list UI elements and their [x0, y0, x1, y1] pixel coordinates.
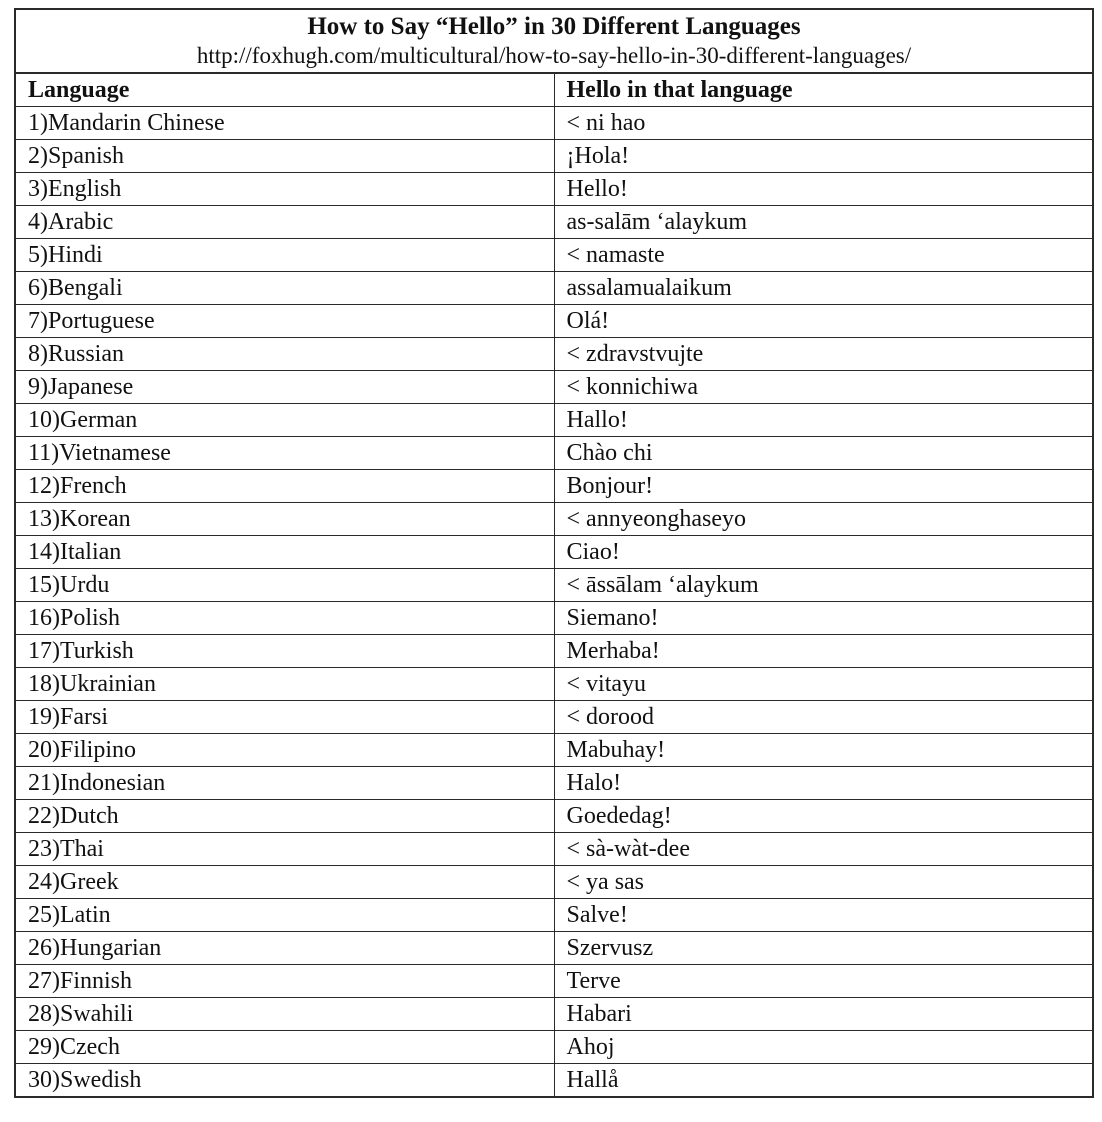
hello-cell: Salve! [554, 899, 1092, 932]
language-cell: 21)Indonesian [16, 767, 554, 800]
hello-cell: Mabuhay! [554, 734, 1092, 767]
language-cell: 28)Swahili [16, 998, 554, 1031]
table-row [16, 1064, 1092, 1097]
table-row [16, 437, 1092, 470]
hello-cell: Terve [554, 965, 1092, 998]
language-cell: 26)Hungarian [16, 932, 554, 965]
language-cell: 22)Dutch [16, 800, 554, 833]
table-row [16, 1031, 1092, 1064]
language-cell: 25)Latin [16, 899, 554, 932]
table-row [16, 899, 1092, 932]
language-cell: 3)English [16, 173, 554, 206]
language-cell: 18)Ukrainian [16, 668, 554, 701]
table-body [16, 107, 1092, 1097]
hello-cell: as-salām ‘alaykum [554, 206, 1092, 239]
table-row [16, 965, 1092, 998]
hello-cell: < zdravstvujte [554, 338, 1092, 371]
language-cell: 24)Greek [16, 866, 554, 899]
hello-cell: < ni hao [554, 107, 1092, 140]
language-cell: 17)Turkish [16, 635, 554, 668]
header-row [16, 74, 1092, 107]
table-row [16, 305, 1092, 338]
language-cell: 5)Hindi [16, 239, 554, 272]
language-cell: 13)Korean [16, 503, 554, 536]
table-row [16, 800, 1092, 833]
table-row [16, 272, 1092, 305]
hello-cell: < ya sas [554, 866, 1092, 899]
table-row [16, 932, 1092, 965]
table-row [16, 866, 1092, 899]
table-row [16, 602, 1092, 635]
language-cell: 2)Spanish [16, 140, 554, 173]
table-row [16, 239, 1092, 272]
table-header [16, 74, 1092, 107]
hello-cell: < vitayu [554, 668, 1092, 701]
hello-cell: < annyeonghaseyo [554, 503, 1092, 536]
hello-cell: < konnichiwa [554, 371, 1092, 404]
title-block [16, 10, 1092, 74]
language-cell: 16)Polish [16, 602, 554, 635]
table-row [16, 536, 1092, 569]
language-cell: 14)Italian [16, 536, 554, 569]
language-cell: 20)Filipino [16, 734, 554, 767]
hello-cell: Siemano! [554, 602, 1092, 635]
language-cell: 27)Finnish [16, 965, 554, 998]
language-cell: 19)Farsi [16, 701, 554, 734]
hello-cell: assalamualaikum [554, 272, 1092, 305]
hello-cell: Merhaba! [554, 635, 1092, 668]
hello-cell: < sà-wàt-dee [554, 833, 1092, 866]
document-sheet [14, 8, 1094, 1098]
language-cell: 10)German [16, 404, 554, 437]
hello-cell: < dorood [554, 701, 1092, 734]
hello-table [16, 74, 1092, 1096]
hello-cell: Ciao! [554, 536, 1092, 569]
table-row [16, 107, 1092, 140]
table-row [16, 404, 1092, 437]
language-cell: 29)Czech [16, 1031, 554, 1064]
language-cell: 9)Japanese [16, 371, 554, 404]
table-row [16, 635, 1092, 668]
language-cell: 6)Bengali [16, 272, 554, 305]
table-row [16, 767, 1092, 800]
table-row [16, 734, 1092, 767]
table-row [16, 503, 1092, 536]
hello-cell: Ahoj [554, 1031, 1092, 1064]
table-row [16, 338, 1092, 371]
table-row [16, 140, 1092, 173]
hello-cell: < āssālam ‘alaykum [554, 569, 1092, 602]
table-row [16, 998, 1092, 1031]
table-row [16, 668, 1092, 701]
table-row [16, 701, 1092, 734]
table-row [16, 206, 1092, 239]
language-cell: 7)Portuguese [16, 305, 554, 338]
language-cell: 11)Vietnamese [16, 437, 554, 470]
table-row [16, 470, 1092, 503]
hello-cell: Hallå [554, 1064, 1092, 1097]
hello-cell: Habari [554, 998, 1092, 1031]
hello-cell: Halo! [554, 767, 1092, 800]
hello-cell: Olá! [554, 305, 1092, 338]
language-cell: 23)Thai [16, 833, 554, 866]
table-row [16, 833, 1092, 866]
hello-cell: Hallo! [554, 404, 1092, 437]
table-row [16, 173, 1092, 206]
language-cell: 8)Russian [16, 338, 554, 371]
column-header-language: Language [28, 77, 130, 103]
language-cell: 4)Arabic [16, 206, 554, 239]
source-url: http://foxhugh.com/multicultural/how-to-say-hello-in-30-different-languages/ [196, 43, 912, 68]
hello-cell: Hello! [554, 173, 1092, 206]
hello-cell: < namaste [554, 239, 1092, 272]
language-cell: 30)Swedish [16, 1064, 554, 1097]
hello-cell: Szervusz [554, 932, 1092, 965]
hello-cell: Chào chi [554, 437, 1092, 470]
hello-cell: Bonjour! [554, 470, 1092, 503]
page-title: How to Say “Hello” in 30 Different Languages [307, 13, 801, 40]
column-header-hello: Hello in that language [554, 74, 1092, 107]
language-cell: 1)Mandarin Chinese [16, 107, 554, 140]
hello-cell: Goededag! [554, 800, 1092, 833]
table-row [16, 371, 1092, 404]
language-cell: 12)French [16, 470, 554, 503]
table-row [16, 569, 1092, 602]
language-cell: 15)Urdu [16, 569, 554, 602]
hello-cell: ¡Hola! [554, 140, 1092, 173]
